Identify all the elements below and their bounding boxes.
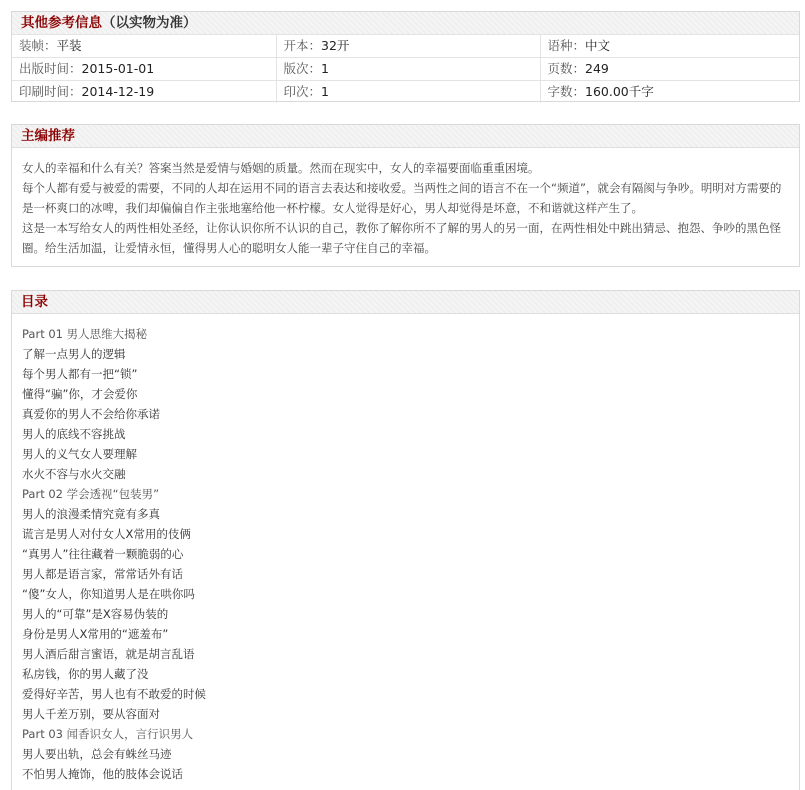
toc-item: 男人酒后甜言蜜语，就是胡言乱语 <box>22 647 195 661</box>
info-row <box>12 81 799 104</box>
toc-item: 爱得好辛苦，男人也有不敢爱的时候 <box>22 687 206 701</box>
info-cell <box>12 81 276 104</box>
toc-title: 目录 <box>21 294 48 310</box>
toc-item: Part 02 学会透视“包装男” <box>22 487 160 501</box>
editor-recommend-text <box>22 158 792 258</box>
info-value: 32开 <box>321 38 350 53</box>
info-value: 中文 <box>585 38 611 53</box>
toc-item: 男人千差万别，要从容面对 <box>22 707 160 721</box>
toc-item: Part 01 男人思维大揭秘 <box>22 327 148 341</box>
info-cell <box>12 58 276 81</box>
info-value: 160.00千字 <box>585 84 654 99</box>
reference-info-table <box>12 34 799 103</box>
info-label: 开本： <box>283 38 322 53</box>
toc-item: 男人要出轨，总会有蛛丝马迹 <box>22 747 172 761</box>
info-cell <box>276 58 540 81</box>
info-label: 印次： <box>283 84 322 99</box>
toc-item: 每个男人都有一把“锁” <box>22 367 138 381</box>
info-label: 印刷时间： <box>19 84 82 99</box>
panel-header <box>12 291 799 314</box>
intro-paragraph: 这是一本写给女人的两性相处圣经，让你认识你所不认识的自己，教你了解你所不了解的男人的另一面，在两性相处中跳出猜忌、抱怨、争吵的黑色怪圈。给生活加温，让爱情永恒，懂得男人心的聪明女人能一辈子守住自己的幸福。 <box>22 221 781 255</box>
info-row <box>12 35 799 58</box>
reference-info-panel <box>11 11 800 102</box>
info-value: 2015-01-01 <box>81 61 155 76</box>
info-cell <box>12 35 276 58</box>
panel-header <box>12 125 799 148</box>
info-cell <box>540 35 799 58</box>
toc-item: 男人的“可靠”是X容易伪装的 <box>22 607 169 621</box>
toc-list <box>22 324 792 784</box>
info-value: 249 <box>585 61 609 76</box>
info-label: 页数： <box>547 61 586 76</box>
title-note: （以实物为准） <box>102 15 197 31</box>
info-value: 平装 <box>56 38 82 53</box>
info-label: 字数： <box>547 84 586 99</box>
editor-recommend-panel <box>11 124 800 267</box>
toc-item: 谎言是男人对付女人X常用的伎俩 <box>22 527 191 541</box>
info-cell <box>276 81 540 104</box>
info-value: 1 <box>321 84 329 99</box>
toc-item: 男人的浪漫柔情究竟有多真 <box>22 507 160 521</box>
reference-info-title <box>21 15 197 31</box>
info-label: 语种： <box>547 38 586 53</box>
info-label: 出版时间： <box>19 61 82 76</box>
toc-item: 真爱你的男人不会给你承诺 <box>22 407 160 421</box>
intro-paragraph: 女人的幸福和什么有关？答案当然是爱情与婚姻的质量。然而在现实中，女人的幸福要面临重重困境。 <box>22 161 540 175</box>
toc-item: 不怕男人掩饰，他的肢体会说话 <box>22 767 183 781</box>
panel-title-text: 其他参考信息 <box>21 15 102 31</box>
info-value: 2014-12-19 <box>81 84 155 99</box>
toc-item: 身份是男人X常用的“遮羞布” <box>22 627 169 641</box>
toc-item: “傻”女人，你知道男人是在哄你吗 <box>22 587 195 601</box>
toc-item: Part 03 闻香识女人，言行识男人 <box>22 727 194 741</box>
toc-item: “真男人”往往藏着一颗脆弱的心 <box>22 547 184 561</box>
toc-item: 水火不容与水火交融 <box>22 467 126 481</box>
toc-item: 男人的义气女人要理解 <box>22 447 137 461</box>
toc-item: 懂得“骗”你，才会爱你 <box>22 387 138 401</box>
info-label: 装帧： <box>19 38 57 53</box>
toc-item: 了解一点男人的逻辑 <box>22 347 126 361</box>
toc-item: 私房钱，你的男人藏了没 <box>22 667 149 681</box>
toc-item: 男人的底线不容挑战 <box>22 427 126 441</box>
intro-paragraph: 每个人都有爱与被爱的需要，不同的人却在运用不同的语言去表达和接收爱。当两性之间的语言不在一个“频道”，就会有隔阂与争吵。明明对方需要的是一杯爽口的冰啤，我们却偏偏自作主张地塞给他一杯柠檬。女人觉得是好心，男人却觉得是坏意，不和谐就这样产生了。 <box>22 181 782 215</box>
table-of-contents-panel <box>11 290 800 790</box>
info-cell <box>276 35 540 58</box>
info-cell <box>540 81 799 104</box>
info-value: 1 <box>321 61 329 76</box>
info-row <box>12 58 799 81</box>
editor-recommend-title: 主编推荐 <box>21 128 75 144</box>
info-cell <box>540 58 799 81</box>
info-label: 版次： <box>283 61 322 76</box>
toc-item: 男人都是语言家，常常话外有话 <box>22 567 183 581</box>
